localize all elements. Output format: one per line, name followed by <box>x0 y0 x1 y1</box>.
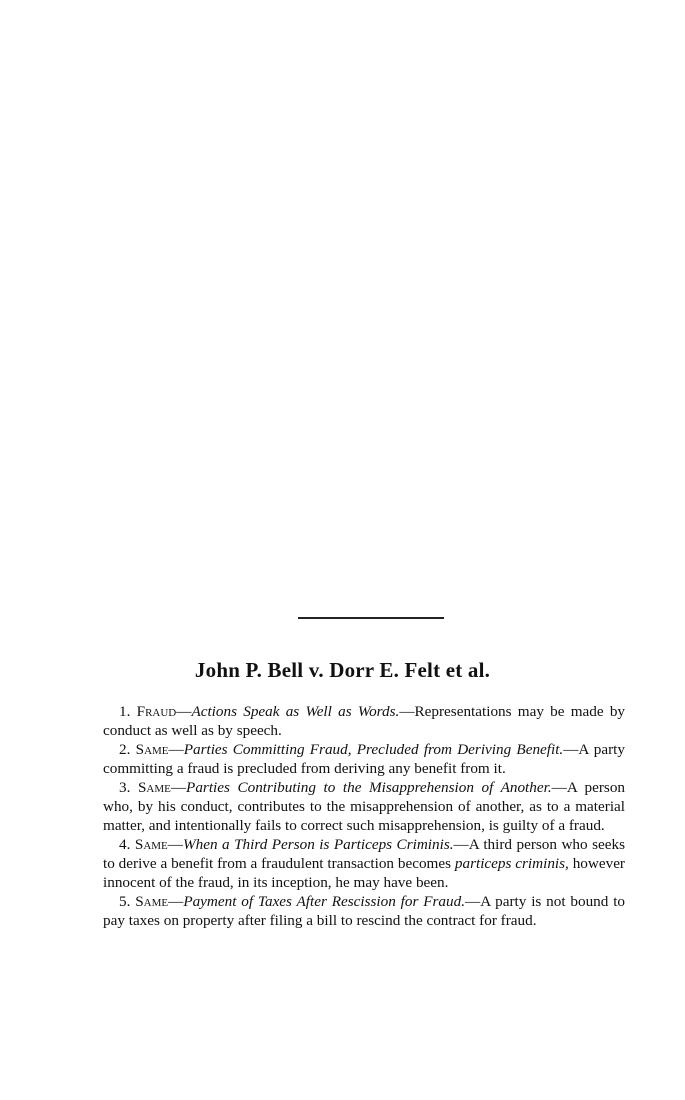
headnote-keyword: Fraud <box>136 703 177 720</box>
headnote-dash: — <box>176 703 192 720</box>
headnote-dash: — <box>170 779 187 796</box>
headnote-1 <box>103 702 625 740</box>
headnote-body: , however innocent of the fraud, in its inception, he may have been. <box>103 855 625 891</box>
headnote-heading: When a Third Person is Particeps Criminis. <box>182 836 454 853</box>
headnote-keyword: Same <box>137 779 171 796</box>
headnote-body-latin-term: particeps criminis <box>454 855 566 872</box>
headnote-heading: Parties Contributing to the Misapprehension of Another. <box>186 779 552 796</box>
headnote-4 <box>103 835 625 892</box>
headnote-number: 3. <box>119 779 131 796</box>
headnote-3 <box>103 778 625 835</box>
headnote-number: 1. <box>119 703 131 720</box>
headnote-2 <box>103 740 625 778</box>
headnote-body: —A party committing a fraud is precluded from deriving any benefit from it. <box>103 741 625 777</box>
headnote-number: 2. <box>119 741 131 758</box>
headnote-body: —A person who, by his conduct, contributes to the misapprehension of another, as to a material matter, and intentionally fails to correct such misapprehension, is guilty of a fraud. <box>103 779 626 834</box>
headnote-heading: Parties Committing Fraud, Precluded from Deriving Benefit. <box>183 741 564 758</box>
headnote-5 <box>103 892 625 930</box>
headnote-dash: — <box>167 836 183 853</box>
headnote-dash: — <box>168 893 184 910</box>
headnote-body: —A party is not bound to pay taxes on property after filing a bill to rescind the contract for fraud. <box>103 893 626 929</box>
headnote-number: 5. <box>119 893 131 910</box>
headnote-keyword: Same <box>135 893 169 910</box>
headnote-keyword: Same <box>135 741 169 758</box>
headnote-keyword: Same <box>134 836 168 853</box>
headnote-body: —Representations may be made by conduct as well as by speech. <box>103 703 626 739</box>
headnote-heading: Payment of Taxes After Rescission for Fraud. <box>183 893 465 910</box>
headnote-heading: Actions Speak as Well as Words. <box>191 703 400 720</box>
case-title: John P. Bell v. Dorr E. Felt et al. <box>194 658 491 682</box>
headnotes-syllabus <box>103 702 625 930</box>
headnote-dash: — <box>168 741 184 758</box>
section-divider-rule <box>298 617 444 619</box>
headnote-number: 4. <box>119 836 131 853</box>
headnote-body: —A third person who seeks to derive a benefit from a fraudulent transaction becomes <box>103 836 625 872</box>
